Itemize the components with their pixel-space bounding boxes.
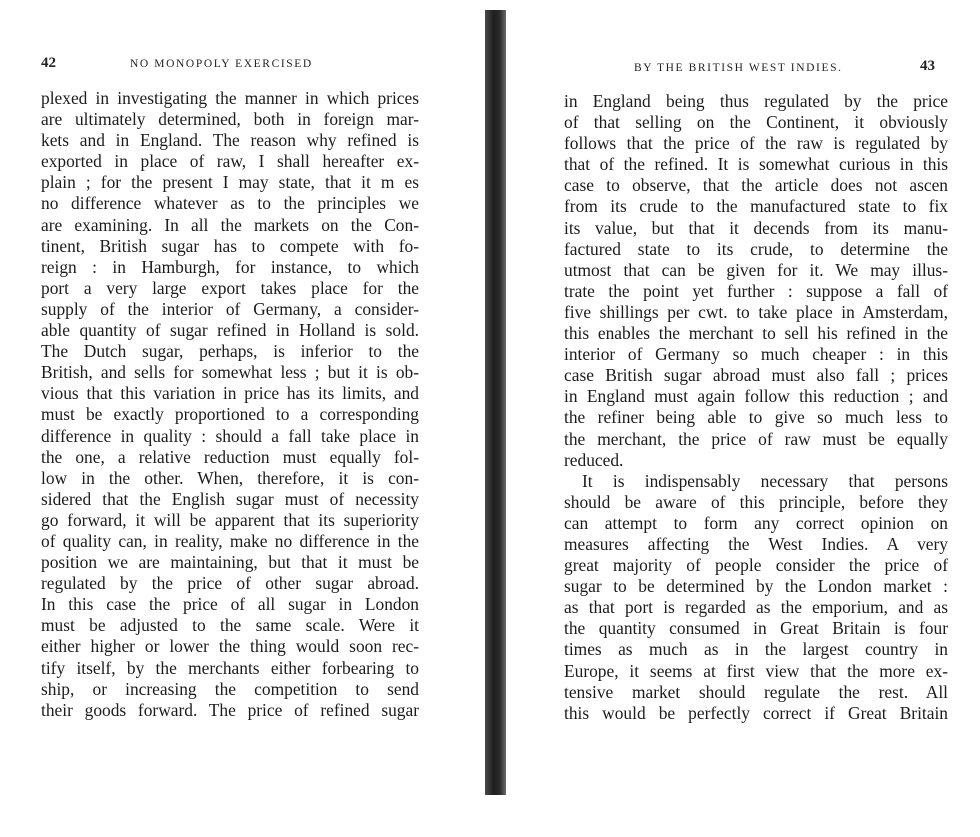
text-line: of that selling on the Continent, it obviously [564,112,948,133]
text-line: their goods forward. The price of refined sugar [41,699,419,720]
running-head: BY THE BRITISH WEST INDIES. [634,62,843,74]
text-line: In this case the price of all sugar in London [41,594,419,615]
text-line: this would be perfectly correct if Great Britain [564,702,948,723]
text-line: are examining. In all the markets on the Con- [41,214,419,235]
text-line: tensive market should regulate the rest. All [564,681,948,702]
text-line: that of the refined. It is somewhat curious in this [564,154,948,175]
text-line: either higher or lower the thing would soon rec- [41,636,419,657]
text-line: in England must again follow this reduction ; and [564,386,948,407]
text-line: supply of the interior of Germany, a consider- [41,298,419,319]
text-line: its value, but that it decends from its manu- [564,217,948,238]
text-line: position we are maintaining, but that it must be [41,552,419,573]
text-line: plain ; for the present I may state, that it m es [41,172,419,193]
text-line: low in the other. When, therefore, it is con- [41,467,419,488]
page-number: 42 [41,55,56,71]
text-line: British, and sells for somewhat less ; but it is ob- [41,362,419,383]
text-line: kets and in England. The reason why refined is [41,130,419,151]
text-line: the refiner being able to give so much less to [564,407,948,428]
text-line: difference in quality : should a fall take place in [41,425,419,446]
text-line: trate the point yet further : suppose a fall of [564,280,948,301]
text-line: factured state to its crude, to determine the [564,238,948,259]
text-line: are ultimately determined, both in foreign mar- [41,109,419,130]
text-line: tify itself, by the merchants either forbearing to [41,657,419,678]
body-text [41,88,419,721]
text-line: reduced. [564,449,624,470]
text-line: vious that this variation in price has its limits, and [41,383,419,404]
book-spine-gutter [485,10,506,795]
text-line: no difference whatever as to the principles we [41,193,419,214]
text-line: must be exactly proportioned to a corresponding [41,404,419,425]
text-line: reign : in Hamburgh, for instance, to which [41,256,419,277]
text-line: able quantity of sugar refined in Holland is sold. [41,320,419,341]
left-page [0,0,484,837]
text-line: go forward, it will be apparent that its superiority [41,509,419,530]
text-line: this enables the merchant to sell his refined in the [564,323,948,344]
text-line: Europe, it seems at first view that the more ex- [564,660,948,681]
text-line: five shillings per cwt. to take place in Amsterdam, [564,301,948,322]
text-line: The Dutch sugar, perhaps, is inferior to the [41,341,419,362]
text-line: interior of Germany so much cheaper : in this [564,344,948,365]
text-line: should be aware of this principle, before they [564,491,948,512]
text-line: case British sugar abroad must also fall ; prices [564,365,948,386]
text-line: regulated by the price of other sugar abroad. [41,573,419,594]
text-line: utmost that can be given for it. We may illus- [564,259,948,280]
text-line: can attempt to form any correct opinion on [564,512,948,533]
page-number: 43 [920,58,935,74]
text-line: the one, a relative reduction must equally fol- [41,446,419,467]
text-line: the quantity consumed in Great Britain is four [564,618,948,639]
text-line: great majority of people consider the price of [564,555,948,576]
right-page [506,0,980,837]
running-head: NO MONOPOLY EXERCISED [130,58,313,70]
text-line: ship, or increasing the competition to send [41,678,419,699]
text-line: from its crude to the manufactured state to fix [564,196,948,217]
text-line: tinent, British sugar has to compete with fo- [41,235,419,256]
text-line: plexed in investigating the manner in which prices [41,88,419,108]
text-line: port a very large export takes place for the [41,277,419,298]
body-text [564,91,948,724]
text-line: case to observe, that the article does not ascen [564,175,948,196]
text-line: times as much as in the largest country in [564,639,948,660]
text-line: in England being thus regulated by the price [564,91,948,111]
text-line: exported in place of raw, I shall hereafter ex- [41,151,419,172]
text-line: must be adjusted to the same scale. Were it [41,615,419,636]
text-line: follows that the price of the raw is regulated by [564,133,948,154]
text-line: as that port is regarded as the emporium, and as [564,597,948,618]
text-line: the merchant, the price of raw must be equally [564,428,948,449]
text-line: of quality can, in reality, make no difference in the [41,530,419,551]
text-line: sugar to be determined by the London market : [564,576,948,597]
text-line: measures affecting the West Indies. A very [564,533,948,554]
text-line: It is indispensably necessary that persons [582,470,948,491]
text-line: sidered that the English sugar must of necessity [41,488,419,509]
